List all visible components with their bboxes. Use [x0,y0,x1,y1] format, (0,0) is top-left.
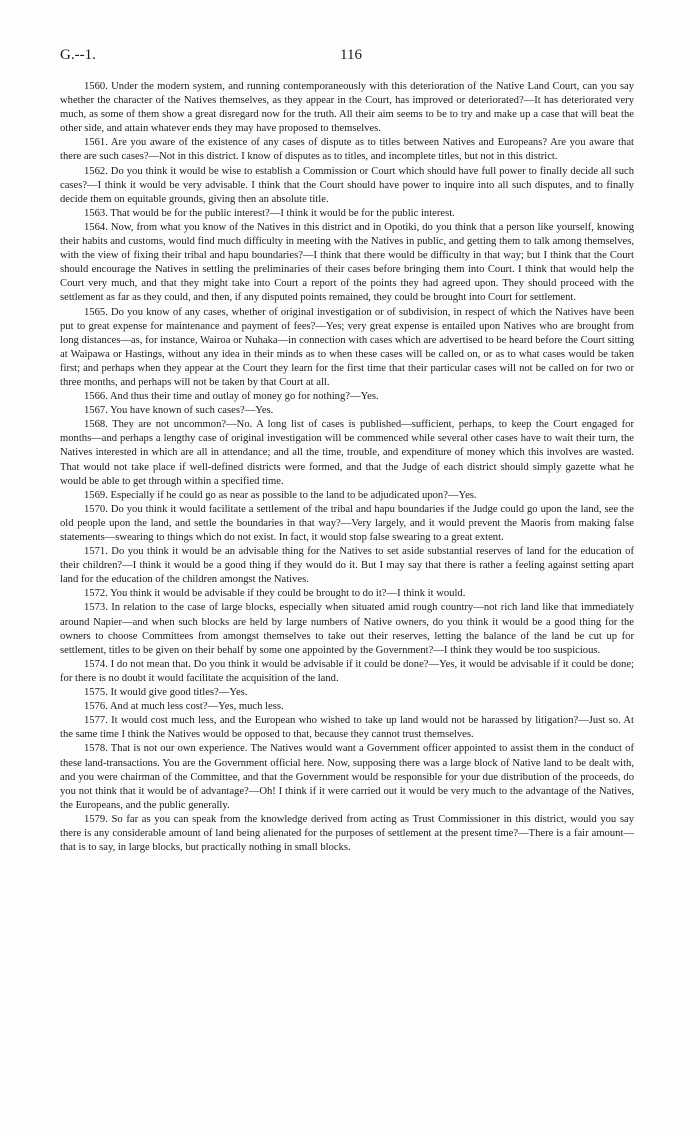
paragraph-1561: 1561. Are you aware of the existence of any cases of dispute as to titles between Natives and Europeans? Are you aware that there are such cases?—Not in this district. I know of disputes as to titles, and incomplete titles, but not in this district. [60,137,634,163]
paragraph-1565: 1565. Do you know of any cases, whether of original investigation or of subdivision, in respect of which the Natives have been put to great expense for maintenance and payment of fees?—Yes; very great expense is entailed upon Natives who are brought from long distances—as, for instance, Wairoa or Nuhaka—in connection with cases which are advertised to be heard before the Court sitting at Waipawa or Hastings, without any idea in their minds as to when these cases will be called on, or as to what cases would be taken first; and perhaps when they appear at the Court they learn for the first time that their particular cases will not be called on for two or three months, and perhaps will not be taken by that Court at all. [60,306,634,388]
paragraph-1569: 1569. Especially if he could go as near as possible to the land to be adjudicated upon?—Yes. [84,489,477,501]
page-header [60,47,642,67]
page-number: 116 [340,47,362,63]
paragraph-1560: 1560. Under the modern system, and running contemporaneously with this deterioration of the Native Land Court, can you say whether the character of the Natives themselves, as they appear in the Court, has improved or deteriorated?—It has deteriorated very much, as some of them show a great disregard now for the truth. All their aim seems to be to try and make up a case that will beat the other side, and attain whatever ends they may have proposed to themselves. [60,81,634,135]
paragraph-1575: 1575. It would give good titles?—Yes. [84,687,248,699]
paragraph-1578: 1578. That is not our own experience. The Natives would want a Government officer appointed to assist them in the conduct of these land-transactions. You are the Government official here. Now, supposing there was a large block of Native land to be dealt with, and you were chairman of the Committee, and that the Government would be responsible for your due distribution of the proceeds, do you not think that it would be of advantage?—Oh! I think if it were carried out it would be very much to the advantage of the Natives, the Europeans, and the public generally. [60,743,634,811]
paragraph-1573: 1573. In relation to the case of large blocks, especially when situated amid rough country—not rich land like that immediately around Napier—and when such blocks are held by large numbers of Native owners, do you think it would be a good thing for the owners to choose Committees from amongst themselves to take out their reserves, letting the balance of the land be cut up for settlement, titles to be given on their behalf by some one appointed by the Government?—I think they would be too suspicious. [60,602,634,656]
paragraph-1567: 1567. You have known of such cases?—Yes. [84,405,274,417]
paragraph-1570: 1570. Do you think it would facilitate a settlement of the tribal and hapu boundaries if the Judge could go upon the land, see the old people upon the land, and settle the boundaries in that way?—Very largely, and it would prevent the Maoris from making false statements—swearing to things which do not exist. In fact, it would stop false swearing to a great extent. [60,503,634,543]
paragraph-1571: 1571. Do you think it would be an advisable thing for the Natives to set aside substantial reserves of land for the education of their children?—I think it would be a good thing if they would do it. But I may say that there is rather a feeling against setting apart land for the education of the children amongst the Natives. [60,546,634,586]
paragraph-1563: 1563. That would be for the public interest?—I think it would be for the public interest. [84,207,455,219]
paragraph-1568: 1568. They are not uncommon?—No. A long list of cases is published—sufficient, perhaps, to keep the Court engaged for months—and perhaps a lengthy case of original investigation will be commenced while several other cases have to wait their turn, the Natives interested in which are all in attendance; and all the time, trouble, and expenditure of money which this involves are wasted. That would not take place if well-defined districts were formed, and that the Judge of each district should simply gazette what he would be able to get through within a specified time. [60,419,634,487]
page-body [60,80,634,855]
paragraph-1577: 1577. It would cost much less, and the European who wished to take up land would not be harassed by litigation?—Just so. At the same time I think the Natives would be opposed to that, because they cannot trust themselves. [60,715,634,741]
document-reference: G.--1. [60,47,96,63]
paragraph-1574: 1574. I do not mean that. Do you think it would be advisable if it could be done?—Yes, it would be advisable if it could be done; for there is no doubt it would facilitate the acquisition of the land. [60,658,634,684]
paragraph-1572: 1572. You think it would be advisable if they could be brought to do it?—I think it would. [84,588,466,600]
paragraph-1564: 1564. Now, from what you know of the Natives in this district and in Opotiki, do you think that a person like yourself, knowing their habits and customs, would find much difficulty in meeting with the Natives in public, and getting them to talk among themselves, with the view of fixing their tribal and hapu boundaries?—I think that there would be difficulty in that way; but I think that the Court should encourage the Natives in settling the preliminaries of their cases before bringing them into Court. I think that would help the Court very much, and that they might take into Court a report of the points they had agreed upon. They should proceed with the settlement as far as they could, and then, if any disputed points remained, they could be brought into Court for settlement. [60,221,634,304]
paragraph-1566: 1566. And thus their time and outlay of money go for nothing?—Yes. [84,391,379,403]
paragraph-1576: 1576. And at much less cost?—Yes, much less. [84,701,284,713]
paragraph-1579: 1579. So far as you can speak from the knowledge derived from acting as Trust Commissioner in this district, would you say there is any considerable amount of land being alienated for the purposes of settlement at the present time?—There is a fair amount—that is to say, in large blocks, but practically nothing in small blocks. [60,813,634,854]
paragraph-1562: 1562. Do you think it would be wise to establish a Commission or Court which should have full power to finally decide all such cases?—I think it would be very advisable. I think that the Court should have power to inquire into all such disputes, and to finally decide them on equitable grounds, giving then an absolute title. [60,165,634,205]
